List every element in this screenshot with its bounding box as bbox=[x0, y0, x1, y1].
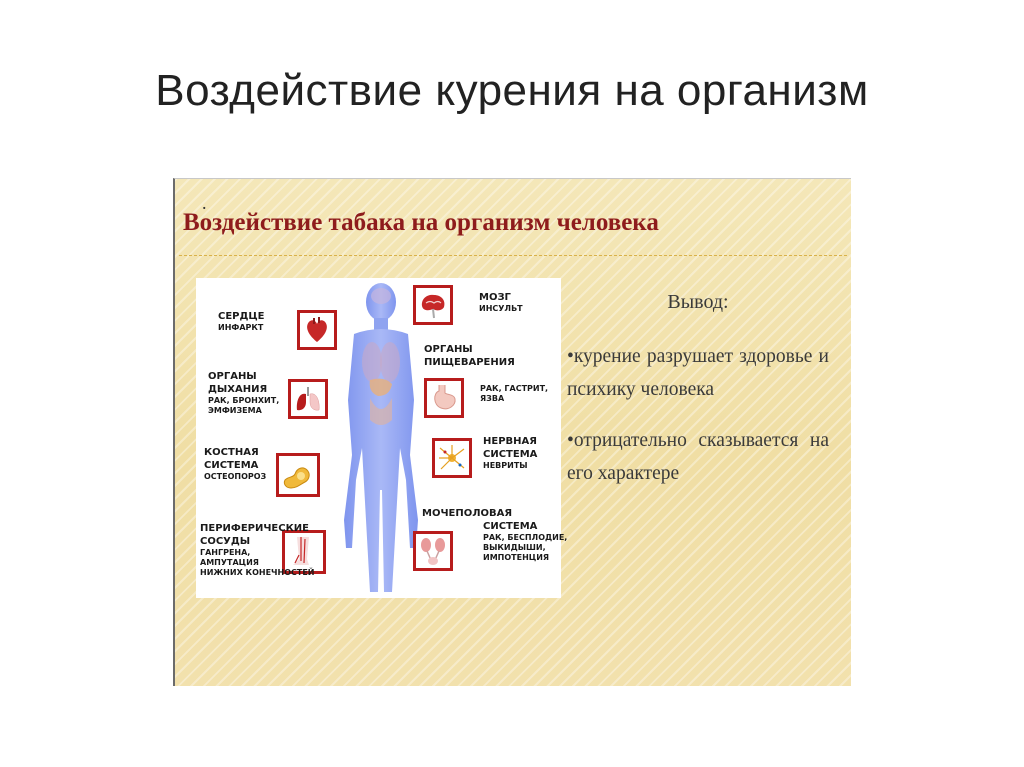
label-urinary-sub3: ИМПОТЕНЦИЯ bbox=[483, 553, 550, 562]
panel-dot: . bbox=[202, 193, 207, 213]
label-digestion bbox=[424, 343, 515, 369]
label-lungs-head2: ДЫХАНИЯ bbox=[208, 384, 268, 395]
label-vessels-head2: СОСУДЫ bbox=[200, 536, 251, 547]
bone-joint-icon bbox=[276, 453, 320, 497]
heart-icon bbox=[297, 310, 337, 350]
lungs-icon bbox=[288, 379, 328, 419]
conclusion-bullet-1: •курение разрушает здоровье и психику человека bbox=[567, 346, 829, 400]
label-digestion-sub1: РАК, ГАСТРИТ, bbox=[480, 384, 549, 393]
neuron-icon bbox=[432, 438, 472, 478]
label-heart-sub: ИНФАРКТ bbox=[218, 323, 264, 332]
conclusion-block bbox=[567, 291, 829, 490]
label-bones-head2: СИСТЕМА bbox=[204, 460, 259, 471]
label-urinary-head2: СИСТЕМА bbox=[483, 521, 538, 532]
label-lungs-sub1: РАК, БРОНХИТ, bbox=[208, 396, 280, 405]
label-heart-head: СЕРДЦЕ bbox=[218, 311, 265, 322]
label-nerves-sub: НЕВРИТЫ bbox=[483, 461, 528, 470]
label-lungs-head1: ОРГАНЫ bbox=[208, 371, 257, 382]
label-digestion-sub bbox=[480, 384, 548, 404]
label-urinary-sub2: ВЫКИДЫШИ, bbox=[483, 543, 546, 552]
slide-title: Воздействие курения на организм bbox=[155, 66, 869, 115]
label-nerves-head2: СИСТЕМА bbox=[483, 449, 538, 460]
label-brain-sub: ИНСУЛЬТ bbox=[479, 304, 523, 313]
brain-icon bbox=[413, 285, 453, 325]
label-nerves bbox=[483, 435, 537, 471]
label-vessels bbox=[200, 522, 314, 578]
label-bones-head1: КОСТНАЯ bbox=[204, 447, 259, 458]
dashed-divider bbox=[179, 255, 847, 256]
label-vessels-head1: ПЕРИФЕРИЧЕСКИЕ bbox=[200, 523, 309, 534]
label-urinary-sub1: РАК, БЕСПЛОДИЕ, bbox=[483, 533, 568, 542]
conclusion-bullet-2: •отрицательно сказывается на его характере bbox=[567, 430, 829, 484]
label-urinary-head1: МОЧЕПОЛОВАЯ bbox=[422, 508, 513, 519]
label-heart bbox=[218, 310, 265, 333]
label-lungs-sub2: ЭМФИЗЕМА bbox=[208, 406, 262, 415]
label-bones bbox=[204, 446, 266, 482]
kidneys-icon bbox=[413, 531, 453, 571]
label-brain bbox=[479, 291, 523, 314]
label-vessels-sub2: АМПУТАЦИЯ bbox=[200, 558, 259, 567]
body-infographic bbox=[196, 278, 568, 598]
label-nerves-head1: НЕРВНАЯ bbox=[483, 436, 537, 447]
conclusion-title: Вывод: bbox=[667, 291, 729, 313]
label-urinary-detail bbox=[483, 520, 567, 563]
label-vessels-sub1: ГАНГРЕНА, bbox=[200, 548, 251, 557]
label-digestion-sub2: ЯЗВА bbox=[480, 394, 505, 403]
label-digestion-head2: ПИЩЕВАРЕНИЯ bbox=[424, 357, 515, 368]
stomach-icon bbox=[424, 378, 464, 418]
image-panel bbox=[173, 178, 851, 686]
label-digestion-head1: ОРГАНЫ bbox=[424, 344, 473, 355]
label-bones-sub: ОСТЕОПОРОЗ bbox=[204, 472, 267, 481]
label-vessels-sub3: НИЖНИХ КОНЕЧНОСТЕЙ bbox=[200, 568, 315, 577]
label-brain-head: МОЗГ bbox=[479, 292, 511, 303]
panel-title: Воздействие табака на организм человека bbox=[183, 209, 659, 236]
label-urinary bbox=[422, 507, 512, 520]
label-lungs bbox=[208, 370, 279, 416]
